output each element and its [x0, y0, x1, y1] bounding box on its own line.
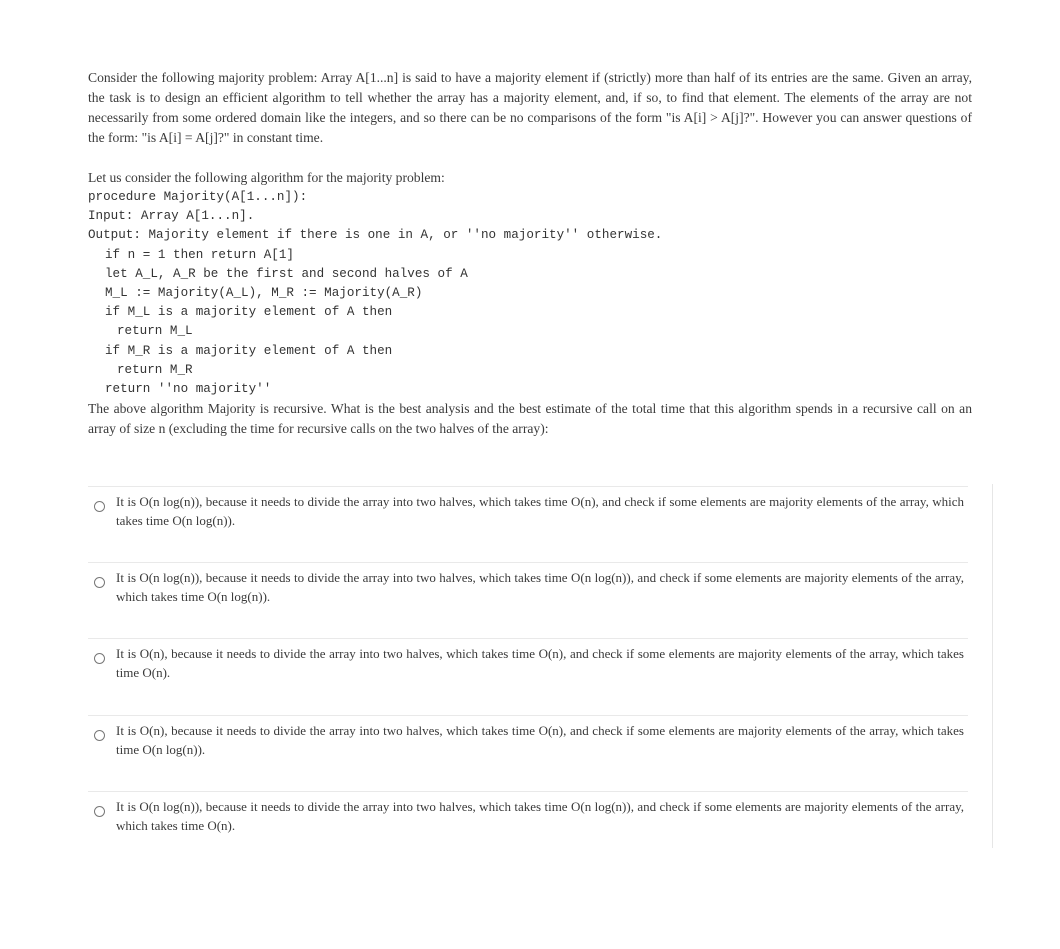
answer-option-label: It is O(n), because it needs to divide the array into two halves, which takes time O(n), and check if some elements are majority elements of the array, which takes time O(n).: [116, 646, 964, 680]
code-line: return M_L: [117, 324, 193, 339]
radio-button[interactable]: [94, 806, 105, 817]
answer-option-1[interactable]: [88, 486, 968, 563]
code-line: procedure Majority(A[1...n]):: [88, 190, 308, 204]
radio-button[interactable]: [94, 501, 105, 512]
radio-button[interactable]: [94, 730, 105, 741]
code-line: if M_R is a majority element of A then: [105, 343, 393, 358]
code-line: if n = 1 then return A[1]: [105, 247, 294, 262]
answer-option-3[interactable]: [88, 638, 968, 716]
answer-option-label: It is O(n log(n)), because it needs to divide the array into two halves, which takes time O(n log(n)), and check if some elements are majority elements of the array, which takes time O(n log(n)).: [116, 570, 964, 604]
code-line: return M_R: [117, 362, 193, 377]
code-line: if M_L is a majority element of A then: [105, 305, 393, 320]
code-line: Output: Majority element if there is one in A, or ''no majority'' otherwise.: [88, 228, 663, 243]
code-line: Input: Array A[1...n].: [88, 209, 255, 224]
answer-option-label: It is O(n log(n)), because it needs to divide the array into two halves, which takes time O(n), and check if some elements are majority elements of the array, which takes time O(n log(n)).: [116, 494, 964, 528]
divider: [992, 484, 993, 848]
code-line: return ''no majority'': [105, 382, 272, 397]
question-body: [88, 68, 972, 439]
answer-option-label: It is O(n log(n)), because it needs to divide the array into two halves, which takes time O(n log(n)), and check if some elements are majority elements of the array, which takes time O(n).: [116, 799, 964, 833]
answer-option-label: It is O(n), because it needs to divide the array into two halves, which takes time O(n), and check if some elements are majority elements of the array, which takes time O(n log(n)).: [116, 723, 964, 757]
question-prompt: The above algorithm Majority is recursive. What is the best analysis and the best estimate of the total time that this algorithm spends in a recursive call on an array of size n (excluding the time for recursive calls on the two halves of the array):: [88, 401, 972, 437]
answer-option-5[interactable]: [88, 791, 968, 852]
problem-statement: Consider the following majority problem: Array A[1...n] is said to have a majority element if (strictly) more than half of its entries are the same. Given an array, the task is to design an efficient algorithm to tell whether the array has a majority element, and, if so, to find that element. The elements of the array are not necessarily from some ordered domain like the integers, and so there can be no comparisons of the form "is A[i] > A[j]?". However you can answer questions of the form: "is A[i] = A[j]?" in constant time.: [88, 70, 972, 145]
algorithm-code: [88, 188, 972, 399]
radio-button[interactable]: [94, 577, 105, 588]
algorithm-intro: Let us consider the following algorithm for the majority problem:: [88, 170, 445, 185]
radio-button[interactable]: [94, 653, 105, 664]
code-line: let A_L, A_R be the first and second halves of A: [105, 266, 468, 281]
answer-option-4[interactable]: [88, 715, 968, 792]
answer-option-2[interactable]: [88, 562, 968, 639]
code-line: M_L := Majority(A_L), M_R := Majority(A_R): [105, 286, 423, 301]
